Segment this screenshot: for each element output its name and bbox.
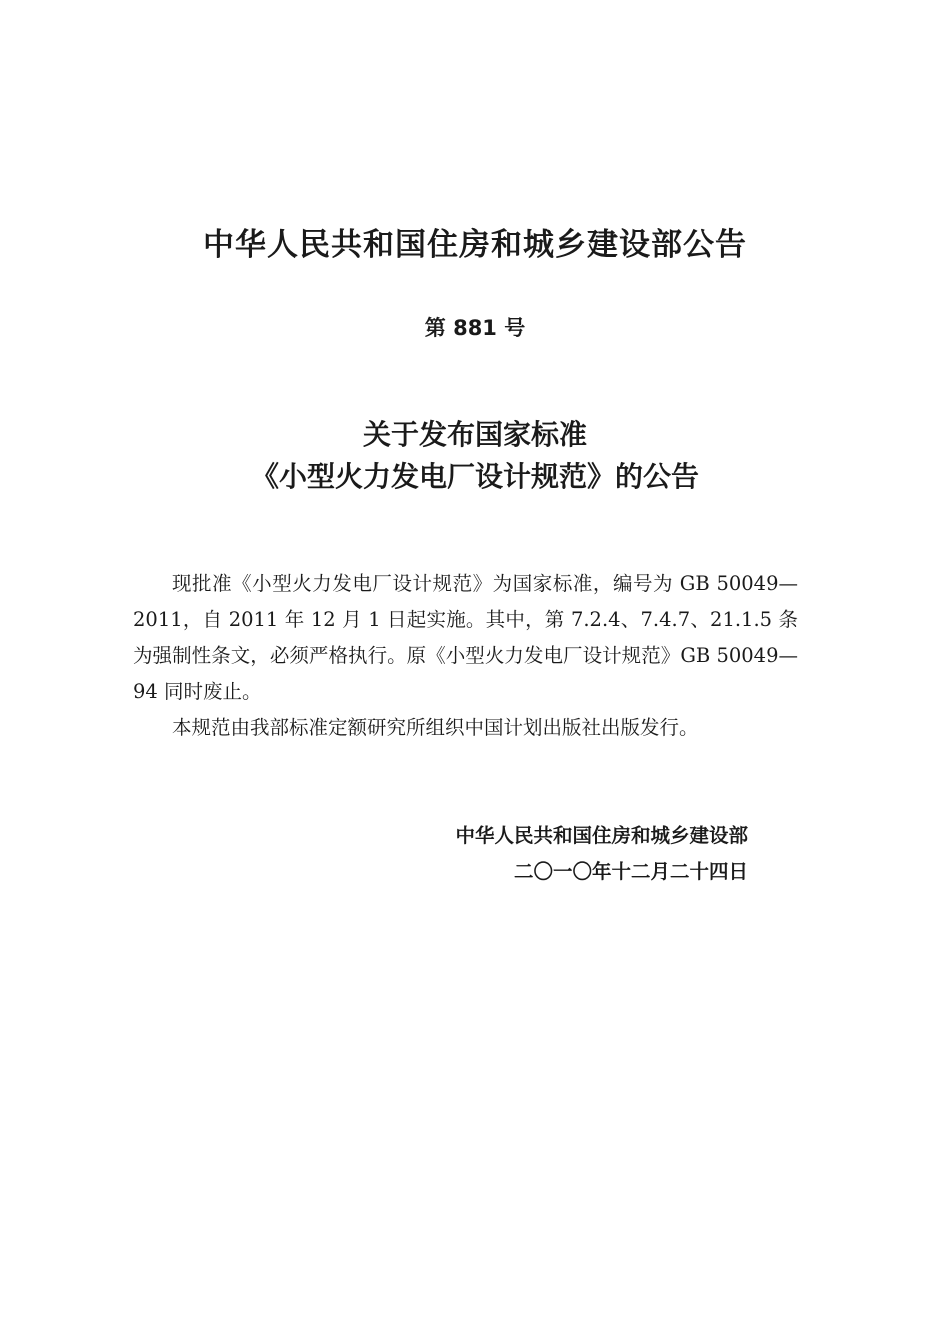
notice-number: 第 881 号 (424, 316, 526, 340)
notice-subtitle (0, 414, 950, 498)
body-paragraph-2: 本规范由我部标准定额研究所组织中国计划出版社出版发行。 (172, 716, 699, 739)
document-title: 中华人民共和国住房和城乡建设部公告 (203, 227, 747, 263)
notice-body (133, 566, 798, 746)
signature-block (0, 818, 748, 890)
subtitle-line-1: 关于发布国家标准 (362, 418, 587, 451)
issuer-name: 中华人民共和国住房和城乡建设部 (455, 824, 748, 847)
subtitle-line-2: 《小型火力发电厂设计规范》的公告 (250, 460, 699, 493)
body-paragraph-1: 现批准《小型火力发电厂设计规范》为国家标准，编号为 GB 50049—2011，自 2011 年 12 月 1 日起实施。其中，第 7.2.4、7.4.7、21.1.5 条为强制性条文，必须严格执行。原《小型火力发电厂设计规范》GB 50049—94 同时废止。 (133, 572, 798, 703)
issue-date: 二〇一〇年十二月二十四日 (513, 860, 748, 883)
